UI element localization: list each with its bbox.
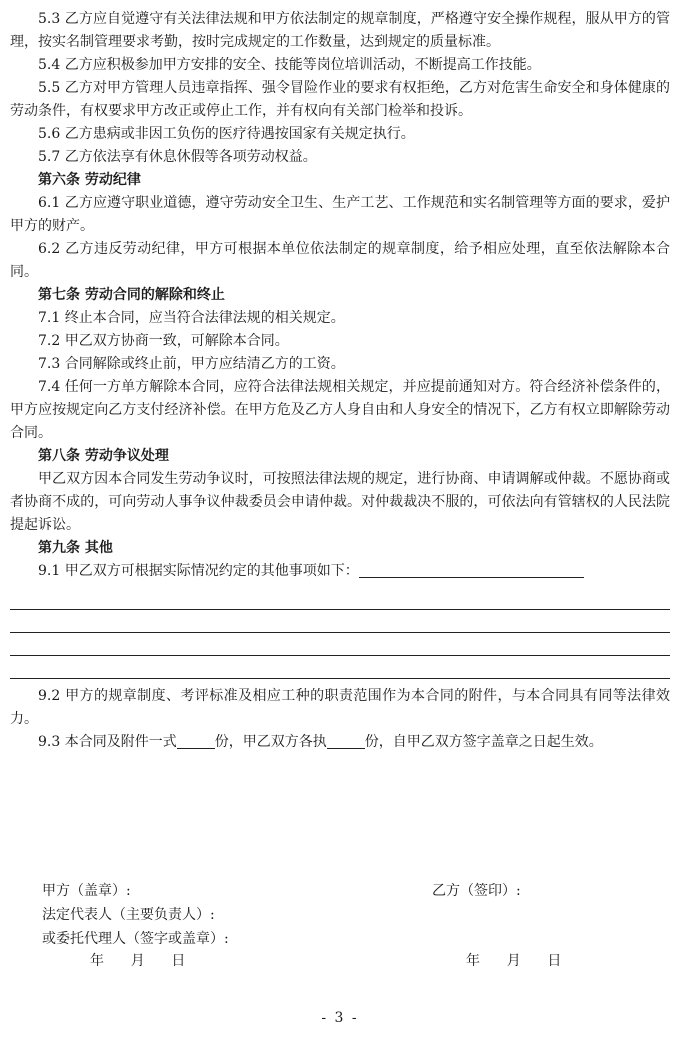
article-6-heading: 第六条 劳动纪律 bbox=[38, 172, 141, 188]
party-b-date: 年 月 日 bbox=[466, 953, 562, 969]
clause-5-6: 5.6 乙方患病或非因工负伤的医疗待遇按国家有关规定执行。 bbox=[38, 126, 415, 142]
clause-5-5: 5.5 乙方对甲方管理人员违章指挥、强令冒险作业的要求有权拒绝，乙方对危害生命安全和身体健康的劳动条件，有权要求甲方改正或停止工作，并有权向有关部门检举和投诉。 bbox=[10, 80, 670, 119]
clause-9-3-part-c: 份，自甲乙双方签字盖章之日起生效。 bbox=[364, 734, 603, 750]
page-number: - 3 - bbox=[321, 1010, 359, 1026]
party-b-sign-label: 乙方（签印）: bbox=[432, 883, 521, 899]
clause-8: 甲乙双方因本合同发生劳动争议时，可按照法律法规的规定，进行协商、申请调解或仲裁。不愿协商或者协商不成的，可向劳动人事争议仲裁委员会申请仲裁。对仲裁裁决不服的，可依法向有管辖权的人民法院提起诉讼。 bbox=[10, 471, 670, 533]
fill-line[interactable] bbox=[10, 656, 670, 679]
agent-label: 或委托代理人（签字或盖章）: bbox=[42, 931, 229, 947]
copies-total-blank[interactable] bbox=[177, 732, 215, 749]
clause-5-7: 5.7 乙方依法享有休息休假等各项劳动权益。 bbox=[38, 149, 317, 165]
copies-each-blank[interactable] bbox=[327, 732, 365, 749]
clause-9-2: 9.2 甲方的规章制度、考评标准及相应工种的职责范围作为本合同的附件，与本合同具有同等法律效力。 bbox=[10, 688, 670, 727]
clause-5-4: 5.4 乙方应积极参加甲方安排的安全、技能等岗位培训活动，不断提高工作技能。 bbox=[38, 57, 541, 73]
contract-body bbox=[10, 8, 670, 754]
clause-9-3-part-a: 9.3 本合同及附件一式 bbox=[38, 734, 177, 750]
clause-7-4: 7.4 任何一方单方解除本合同，应符合法律法规相关规定，并应提前通知对方。符合经济补偿条件的，甲方应按规定向乙方支付经济补偿。在甲方危及乙方人身自由和人身安全的情况下，乙方有权立即解除劳动合同。 bbox=[10, 379, 670, 441]
clause-5-3: 5.3 乙方应自觉遵守有关法律法规和甲方依法制定的规章制度，严格遵守安全操作规程，服从甲方的管理，按实名制管理要求考勤，按时完成规定的工作数量，达到规定的质量标准。 bbox=[10, 11, 670, 50]
party-a-date: 年 月 日 bbox=[90, 953, 186, 969]
legal-rep-label: 法定代表人（主要负责人）: bbox=[42, 907, 215, 923]
article-7-heading: 第七条 劳动合同的解除和终止 bbox=[38, 287, 225, 303]
article-8-heading: 第八条 劳动争议处理 bbox=[38, 448, 169, 464]
other-matters-lines bbox=[10, 587, 670, 679]
fill-line[interactable] bbox=[10, 587, 670, 610]
clause-9-3 bbox=[10, 731, 670, 754]
fill-line[interactable] bbox=[10, 610, 670, 633]
clause-9-1-text: 9.1 甲乙双方可根据实际情况约定的其他事项如下： bbox=[38, 563, 359, 579]
other-matters-blank[interactable] bbox=[359, 561, 584, 578]
article-9-heading: 第九条 其他 bbox=[38, 540, 113, 556]
clause-9-3-part-b: 份，甲乙双方各执 bbox=[214, 734, 327, 750]
fill-line[interactable] bbox=[10, 633, 670, 656]
clause-6-2: 6.2 乙方违反劳动纪律，甲方可根据本单位依法制定的规章制度，给予相应处理，直至依法解除本合同。 bbox=[10, 241, 670, 280]
clause-7-3: 7.3 合同解除或终止前，甲方应结清乙方的工资。 bbox=[38, 356, 345, 372]
clause-9-1 bbox=[10, 560, 670, 583]
clause-6-1: 6.1 乙方应遵守职业道德，遵守劳动安全卫生、生产工艺、工作规范和实名制管理等方面的要求，爱护甲方的财产。 bbox=[10, 195, 670, 234]
party-a-seal-label: 甲方（盖章）: bbox=[42, 883, 131, 899]
clause-7-1: 7.1 终止本合同，应当符合法律法规的相关规定。 bbox=[38, 310, 345, 326]
clause-7-2: 7.2 甲乙双方协商一致，可解除本合同。 bbox=[38, 333, 289, 349]
